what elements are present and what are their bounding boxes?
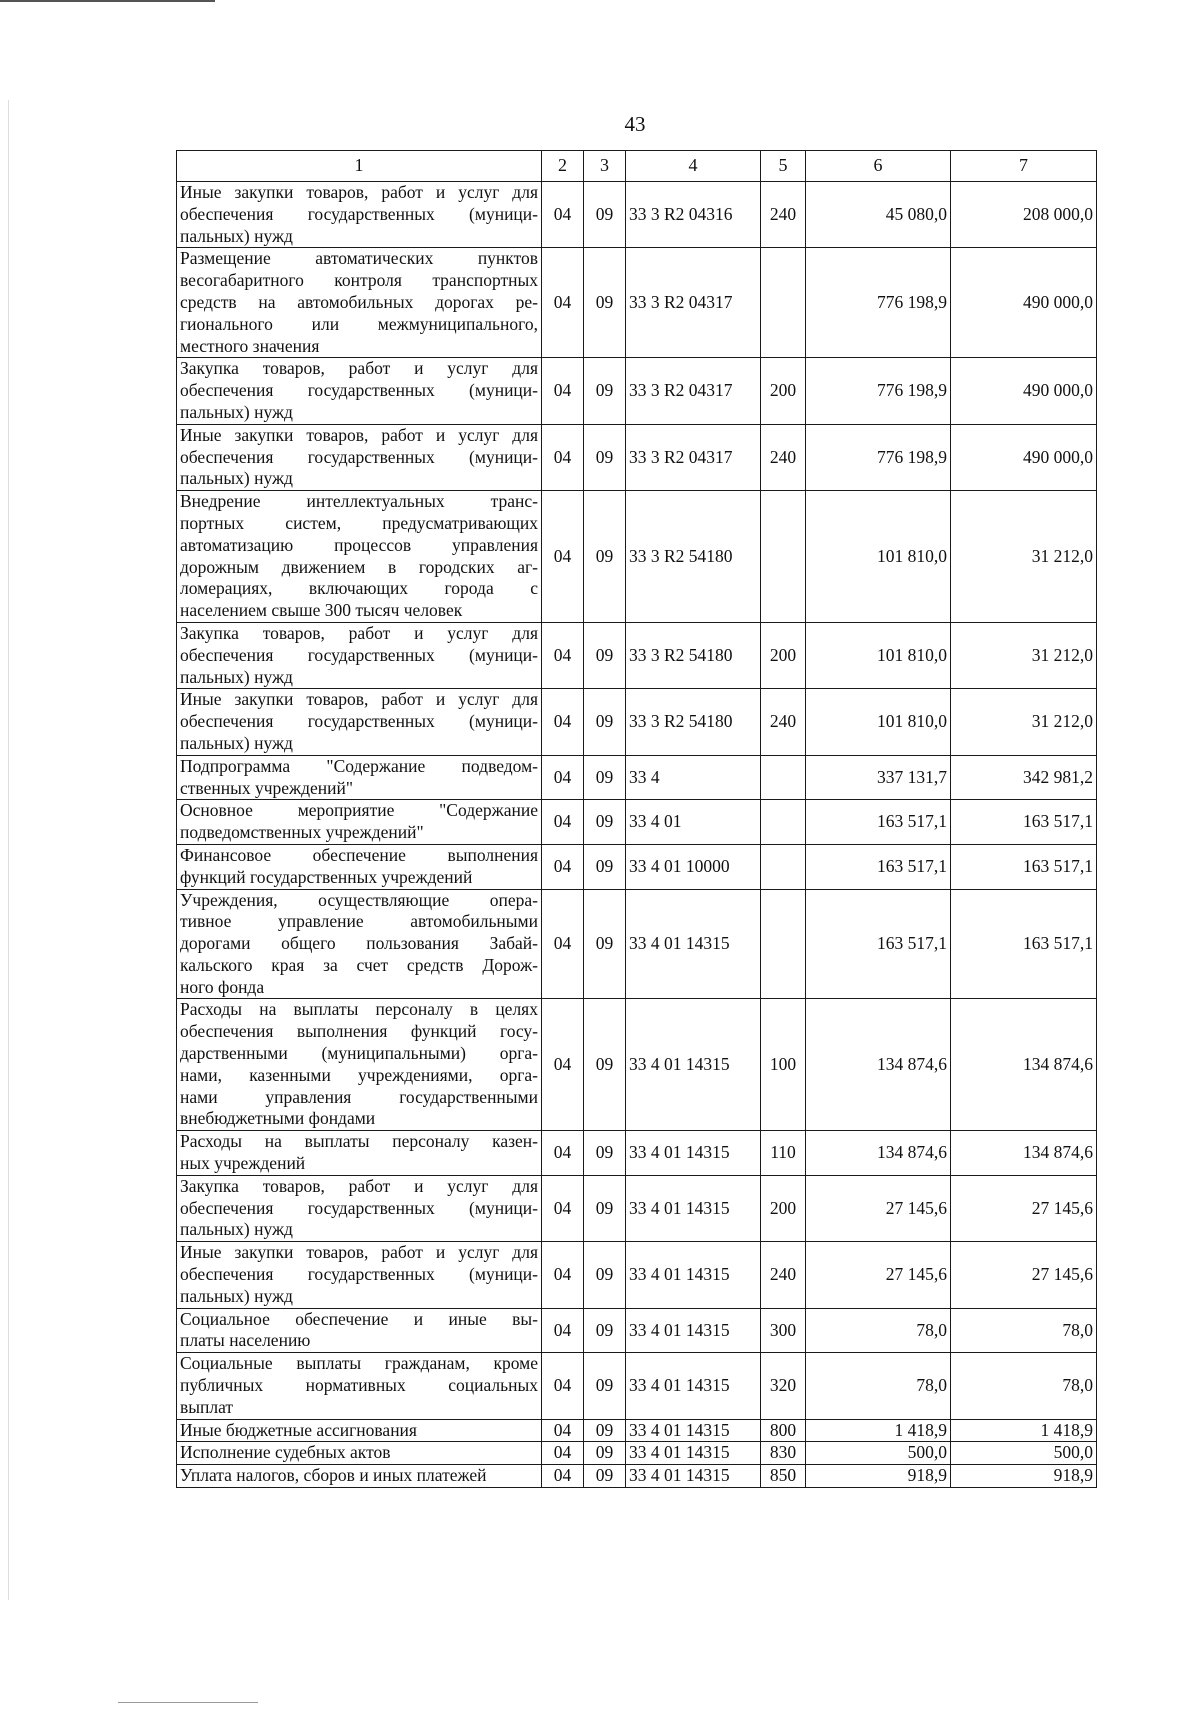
row-description xyxy=(177,1465,542,1488)
amount-year-2: 31 212,0 xyxy=(951,622,1097,688)
table-row xyxy=(177,800,1097,845)
row-description xyxy=(177,999,542,1131)
row-description xyxy=(177,622,542,688)
description-line: весогабаритного контроля транспортных xyxy=(180,270,538,291)
amount-year-2: 500,0 xyxy=(951,1442,1097,1465)
expense-type-code: 240 xyxy=(761,182,806,248)
description-line: пальных) нужд xyxy=(180,1285,293,1306)
row-description xyxy=(177,689,542,755)
row-description xyxy=(177,1131,542,1176)
row-description xyxy=(177,1242,542,1308)
description-line: Подпрограмма "Содержание подведом- xyxy=(180,755,538,776)
target-article-code: 33 4 01 14315 xyxy=(626,1442,761,1465)
expense-type-code: 100 xyxy=(761,999,806,1131)
header-col-1: 1 xyxy=(177,151,542,182)
description-line: Закупка товаров, работ и услуг для xyxy=(180,622,538,643)
expense-type-code: 240 xyxy=(761,424,806,490)
section-code: 04 xyxy=(542,424,584,490)
description-line: ного фонда xyxy=(180,976,265,997)
amount-year-2: 490 000,0 xyxy=(951,248,1097,358)
row-description xyxy=(177,889,542,999)
description-line: Иные закупки товаров, работ и услуг для xyxy=(180,182,538,202)
description-line: кальского края за счет средств Дорож- xyxy=(180,954,538,975)
description-line: обеспечения выполнения функций госу- xyxy=(180,1021,538,1042)
amount-year-1: 500,0 xyxy=(806,1442,951,1465)
subsection-code: 09 xyxy=(584,491,626,623)
description-line: Учреждения, осуществляющие опера- xyxy=(180,889,538,910)
description-line: дорогами общего пользования Забай- xyxy=(180,933,538,954)
amount-year-1: 776 198,9 xyxy=(806,248,951,358)
amount-year-1: 776 198,9 xyxy=(806,424,951,490)
description-line: нами, казенными учреждениями, орга- xyxy=(180,1064,538,1085)
row-description xyxy=(177,1442,542,1465)
description-line: Внедрение интеллектуальных транс- xyxy=(180,491,538,512)
target-article-code: 33 4 01 14315 xyxy=(626,1242,761,1308)
expense-type-code xyxy=(761,491,806,623)
section-code: 04 xyxy=(542,844,584,889)
subsection-code: 09 xyxy=(584,800,626,845)
scan-artifact-left xyxy=(8,100,9,1600)
amount-year-2: 78,0 xyxy=(951,1353,1097,1419)
description-line: средств на автомобильных дорогах ре- xyxy=(180,291,538,312)
header-col-4: 4 xyxy=(626,151,761,182)
table-row xyxy=(177,755,1097,800)
description-line: пальных) нужд xyxy=(180,401,293,422)
target-article-code: 33 4 01 10000 xyxy=(626,844,761,889)
row-description xyxy=(177,424,542,490)
target-article-code: 33 3 R2 04317 xyxy=(626,358,761,424)
amount-year-2: 163 517,1 xyxy=(951,889,1097,999)
amount-year-1: 163 517,1 xyxy=(806,800,951,845)
table-row xyxy=(177,1353,1097,1419)
table-row xyxy=(177,689,1097,755)
expense-type-code: 200 xyxy=(761,358,806,424)
subsection-code: 09 xyxy=(584,755,626,800)
expense-type-code: 240 xyxy=(761,1242,806,1308)
amount-year-2: 1 418,9 xyxy=(951,1419,1097,1442)
description-line: пальных) нужд xyxy=(180,1219,293,1240)
section-code: 04 xyxy=(542,1465,584,1488)
expense-type-code: 320 xyxy=(761,1353,806,1419)
budget-table xyxy=(176,150,1097,1488)
section-code: 04 xyxy=(542,755,584,800)
description-line: ломерациях, включающих города с xyxy=(180,578,538,599)
description-line: дорожным движением в городских аг- xyxy=(180,556,538,577)
subsection-code: 09 xyxy=(584,1419,626,1442)
section-code: 04 xyxy=(542,1131,584,1176)
amount-year-2: 163 517,1 xyxy=(951,800,1097,845)
description-line: пальных) нужд xyxy=(180,225,293,246)
target-article-code: 33 3 R2 04317 xyxy=(626,248,761,358)
row-description xyxy=(177,755,542,800)
section-code: 04 xyxy=(542,622,584,688)
section-code: 04 xyxy=(542,689,584,755)
description-line: Уплата налогов, сборов и иных платежей xyxy=(180,1465,487,1486)
amount-year-2: 31 212,0 xyxy=(951,689,1097,755)
description-line: Расходы на выплаты персоналу в целях xyxy=(180,999,538,1020)
description-line: функций государственных учреждений xyxy=(180,866,473,887)
table-row xyxy=(177,889,1097,999)
subsection-code: 09 xyxy=(584,1442,626,1465)
description-line: обеспечения государственных (муници- xyxy=(180,203,538,224)
row-description xyxy=(177,182,542,248)
scan-artifact-bottom xyxy=(118,1702,258,1703)
subsection-code: 09 xyxy=(584,1242,626,1308)
subsection-code: 09 xyxy=(584,889,626,999)
description-line: пальных) нужд xyxy=(180,468,293,489)
table-row xyxy=(177,622,1097,688)
description-line: ных учреждений xyxy=(180,1153,306,1174)
table-row xyxy=(177,1308,1097,1353)
table-row xyxy=(177,248,1097,358)
description-line: местного значения xyxy=(180,335,320,356)
target-article-code: 33 4 01 14315 xyxy=(626,889,761,999)
description-line: Финансовое обеспечение выполнения xyxy=(180,844,538,865)
header-col-3: 3 xyxy=(584,151,626,182)
amount-year-1: 337 131,7 xyxy=(806,755,951,800)
section-code: 04 xyxy=(542,999,584,1131)
table-row xyxy=(177,1175,1097,1241)
description-line: обеспечения государственных (муници- xyxy=(180,446,538,467)
subsection-code: 09 xyxy=(584,358,626,424)
header-col-6: 6 xyxy=(806,151,951,182)
expense-type-code xyxy=(761,755,806,800)
description-line: внебюджетными фондами xyxy=(180,1108,376,1129)
expense-type-code: 800 xyxy=(761,1419,806,1442)
amount-year-2: 918,9 xyxy=(951,1465,1097,1488)
row-description xyxy=(177,844,542,889)
description-line: дарственными (муниципальными) орга- xyxy=(180,1043,538,1064)
table-row xyxy=(177,424,1097,490)
amount-year-2: 31 212,0 xyxy=(951,491,1097,623)
description-line: Расходы на выплаты персоналу казен- xyxy=(180,1131,538,1152)
description-line: Закупка товаров, работ и услуг для xyxy=(180,1175,538,1196)
description-line: обеспечения государственных (муници- xyxy=(180,711,538,732)
table-row xyxy=(177,182,1097,248)
description-line: Иные закупки товаров, работ и услуг для xyxy=(180,689,538,710)
header-col-7: 7 xyxy=(951,151,1097,182)
target-article-code: 33 4 01 14315 xyxy=(626,1419,761,1442)
expense-type-code: 240 xyxy=(761,689,806,755)
description-line: Размещение автоматических пунктов xyxy=(180,248,538,269)
description-line: Социальное обеспечение и иные вы- xyxy=(180,1308,538,1329)
table-row xyxy=(177,844,1097,889)
target-article-code: 33 3 R2 54180 xyxy=(626,622,761,688)
description-line: автоматизацию процессов управления xyxy=(180,534,538,555)
target-article-code: 33 4 01 14315 xyxy=(626,1308,761,1353)
description-line: пальных) нужд xyxy=(180,732,293,753)
amount-year-2: 208 000,0 xyxy=(951,182,1097,248)
target-article-code: 33 3 R2 04316 xyxy=(626,182,761,248)
table-row xyxy=(177,1442,1097,1465)
description-line: Иные бюджетные ассигнования xyxy=(180,1419,417,1440)
expense-type-code xyxy=(761,800,806,845)
amount-year-1: 78,0 xyxy=(806,1308,951,1353)
table-header-row xyxy=(177,151,1097,182)
amount-year-1: 45 080,0 xyxy=(806,182,951,248)
amount-year-1: 918,9 xyxy=(806,1465,951,1488)
subsection-code: 09 xyxy=(584,1308,626,1353)
description-line: платы населению xyxy=(180,1330,311,1351)
description-line: обеспечения государственных (муници- xyxy=(180,644,538,665)
row-description xyxy=(177,1175,542,1241)
section-code: 04 xyxy=(542,1175,584,1241)
amount-year-2: 27 145,6 xyxy=(951,1242,1097,1308)
table-body xyxy=(177,182,1097,1488)
amount-year-1: 101 810,0 xyxy=(806,622,951,688)
section-code: 04 xyxy=(542,800,584,845)
target-article-code: 33 3 R2 54180 xyxy=(626,491,761,623)
target-article-code: 33 4 xyxy=(626,755,761,800)
amount-year-1: 27 145,6 xyxy=(806,1242,951,1308)
target-article-code: 33 4 01 14315 xyxy=(626,1131,761,1176)
amount-year-1: 27 145,6 xyxy=(806,1175,951,1241)
row-description xyxy=(177,1419,542,1442)
description-line: Закупка товаров, работ и услуг для xyxy=(180,358,538,379)
description-line: Иные закупки товаров, работ и услуг для xyxy=(180,424,538,445)
description-line: обеспечения государственных (муници- xyxy=(180,1264,538,1285)
description-line: Иные закупки товаров, работ и услуг для xyxy=(180,1242,538,1263)
expense-type-code xyxy=(761,248,806,358)
amount-year-2: 342 981,2 xyxy=(951,755,1097,800)
subsection-code: 09 xyxy=(584,1353,626,1419)
target-article-code: 33 3 R2 04317 xyxy=(626,424,761,490)
header-col-5: 5 xyxy=(761,151,806,182)
description-line: населением свыше 300 тысяч человек xyxy=(180,600,463,621)
expense-type-code: 200 xyxy=(761,1175,806,1241)
description-line: Основное мероприятие "Содержание xyxy=(180,800,538,821)
table-row xyxy=(177,1131,1097,1176)
section-code: 04 xyxy=(542,358,584,424)
table-row xyxy=(177,358,1097,424)
scan-artifact-top xyxy=(0,0,215,2)
expense-type-code xyxy=(761,889,806,999)
amount-year-1: 163 517,1 xyxy=(806,844,951,889)
subsection-code: 09 xyxy=(584,1465,626,1488)
subsection-code: 09 xyxy=(584,248,626,358)
description-line: Социальные выплаты гражданам, кроме xyxy=(180,1353,538,1374)
description-line: подведомственных учреждений" xyxy=(180,822,424,843)
expense-type-code: 830 xyxy=(761,1442,806,1465)
description-line: ственных учреждений" xyxy=(180,777,354,798)
description-line: выплат xyxy=(180,1396,234,1417)
expense-type-code xyxy=(761,844,806,889)
target-article-code: 33 3 R2 54180 xyxy=(626,689,761,755)
expense-type-code: 300 xyxy=(761,1308,806,1353)
section-code: 04 xyxy=(542,1308,584,1353)
amount-year-1: 163 517,1 xyxy=(806,889,951,999)
amount-year-1: 101 810,0 xyxy=(806,689,951,755)
amount-year-1: 776 198,9 xyxy=(806,358,951,424)
amount-year-1: 134 874,6 xyxy=(806,1131,951,1176)
header-col-2: 2 xyxy=(542,151,584,182)
target-article-code: 33 4 01 14315 xyxy=(626,1353,761,1419)
target-article-code: 33 4 01 14315 xyxy=(626,1175,761,1241)
section-code: 04 xyxy=(542,889,584,999)
amount-year-2: 27 145,6 xyxy=(951,1175,1097,1241)
amount-year-2: 490 000,0 xyxy=(951,358,1097,424)
table-row xyxy=(177,1465,1097,1488)
description-line: портных систем, предусматривающих xyxy=(180,512,538,533)
subsection-code: 09 xyxy=(584,182,626,248)
description-line: гионального или межмуниципального, xyxy=(180,313,538,334)
amount-year-1: 1 418,9 xyxy=(806,1419,951,1442)
subsection-code: 09 xyxy=(584,999,626,1131)
page-number: 43 xyxy=(624,112,646,136)
table-row xyxy=(177,1242,1097,1308)
subsection-code: 09 xyxy=(584,689,626,755)
subsection-code: 09 xyxy=(584,424,626,490)
target-article-code: 33 4 01 14315 xyxy=(626,999,761,1131)
expense-type-code: 110 xyxy=(761,1131,806,1176)
table-row xyxy=(177,1419,1097,1442)
amount-year-2: 78,0 xyxy=(951,1308,1097,1353)
expense-type-code: 850 xyxy=(761,1465,806,1488)
section-code: 04 xyxy=(542,1353,584,1419)
subsection-code: 09 xyxy=(584,1175,626,1241)
description-line: обеспечения государственных (муници- xyxy=(180,1197,538,1218)
amount-year-2: 134 874,6 xyxy=(951,999,1097,1131)
amount-year-2: 163 517,1 xyxy=(951,844,1097,889)
section-code: 04 xyxy=(542,1242,584,1308)
row-description xyxy=(177,358,542,424)
amount-year-1: 78,0 xyxy=(806,1353,951,1419)
amount-year-1: 134 874,6 xyxy=(806,999,951,1131)
table-row xyxy=(177,491,1097,623)
section-code: 04 xyxy=(542,1419,584,1442)
row-description xyxy=(177,491,542,623)
table-row xyxy=(177,999,1097,1131)
target-article-code: 33 4 01 xyxy=(626,800,761,845)
row-description xyxy=(177,800,542,845)
expense-type-code: 200 xyxy=(761,622,806,688)
description-line: нами управления государственными xyxy=(180,1086,538,1107)
description-line: публичных нормативных социальных xyxy=(180,1375,538,1396)
amount-year-2: 134 874,6 xyxy=(951,1131,1097,1176)
section-code: 04 xyxy=(542,491,584,623)
section-code: 04 xyxy=(542,1442,584,1465)
subsection-code: 09 xyxy=(584,844,626,889)
description-line: Исполнение судебных актов xyxy=(180,1442,391,1463)
description-line: обеспечения государственных (муници- xyxy=(180,380,538,401)
amount-year-1: 101 810,0 xyxy=(806,491,951,623)
subsection-code: 09 xyxy=(584,622,626,688)
description-line: пальных) нужд xyxy=(180,666,293,687)
section-code: 04 xyxy=(542,182,584,248)
row-description xyxy=(177,248,542,358)
target-article-code: 33 4 01 14315 xyxy=(626,1465,761,1488)
subsection-code: 09 xyxy=(584,1131,626,1176)
row-description xyxy=(177,1308,542,1353)
row-description xyxy=(177,1353,542,1419)
section-code: 04 xyxy=(542,248,584,358)
amount-year-2: 490 000,0 xyxy=(951,424,1097,490)
description-line: тивное управление автомобильными xyxy=(180,911,538,932)
